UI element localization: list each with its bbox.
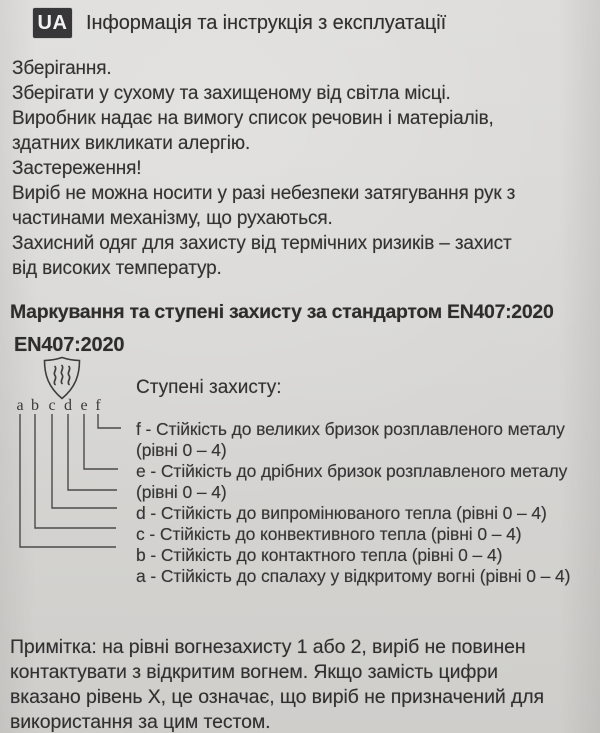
intro-line: Зберігання. — [12, 58, 112, 79]
diagram-letter-f: f — [95, 397, 101, 414]
intro-line: Виробник надає на вимогу список речовин і матеріалів, — [12, 108, 494, 129]
intro-line: від високих температур. — [12, 258, 222, 279]
intro-line: частинами механізму, що рухаються. — [12, 208, 333, 229]
intro-line: Зберігати у сухому та захищеному від світла місці. — [12, 83, 451, 104]
note-line: Примітка: на рівні вогнезахисту 1 або 2, виріб не повинен — [10, 636, 526, 658]
note-line: контактувати з відкритим вогнем. Якщо замість цифри — [10, 661, 498, 683]
diagram-letter-c: c — [48, 397, 56, 414]
level-line-e: e - Стійкість до дрібних бризок розплавленого металу — [136, 461, 568, 481]
connector-line-b — [35, 414, 116, 528]
intro-line: здатних викликати алергію. — [12, 133, 251, 154]
level-line-c: c - Стійкість до конвективного тепла (рівні 0 – 4) — [136, 524, 522, 544]
intro-line: Захисний одяг для захисту від термічних ризиків – захист — [12, 233, 512, 254]
connector-line-f — [98, 414, 121, 428]
level-line-a: a - Стійкість до спалаху у відкритому вогні (рівні 0 – 4) — [136, 566, 571, 586]
protection-levels-list — [136, 419, 570, 587]
diagram-letter-d: d — [64, 397, 72, 414]
diagram-letter-a: a — [16, 397, 24, 414]
heat-flame-pictogram-icon — [41, 356, 83, 400]
standard-code: EN407:2020 — [14, 334, 125, 356]
levels-title: Ступені захисту: — [136, 377, 282, 398]
connector-line-d — [68, 414, 117, 490]
intro-line: Застереження! — [12, 158, 142, 179]
note-paragraph — [10, 635, 544, 733]
document-title: Інформація та інструкція з експлуатації — [86, 11, 447, 34]
ua-language-badge: UA — [33, 8, 72, 38]
marking-diagram — [0, 396, 135, 568]
section-heading: Маркування та ступені захисту за стандартом EN407:2020 — [10, 301, 554, 323]
document-header — [33, 8, 446, 38]
level-line-f-range: (рівні 0 – 4) — [136, 440, 227, 460]
level-line-d: d - Стійкість до випромінюваного тепла (рівні 0 – 4) — [136, 503, 547, 523]
diagram-letter-e: e — [80, 397, 88, 414]
level-line-b: b - Стійкість до контактного тепла (рівні 0 – 4) — [136, 545, 503, 565]
intro-paragraphs — [12, 56, 515, 281]
intro-line: Виріб не можна носити у разі небезпеки затягування рук з — [12, 183, 516, 204]
note-line: вказано рівень X, це означає, що виріб не призначений для — [10, 686, 545, 708]
level-line-f: f - Стійкість до великих бризок розплавленого металу — [136, 419, 565, 439]
diagram-letter-b: b — [31, 397, 39, 414]
connector-line-e — [84, 414, 118, 469]
note-line: використання за цим тестом. — [10, 711, 271, 733]
level-line-e-range: (рівні 0 – 4) — [136, 482, 227, 502]
